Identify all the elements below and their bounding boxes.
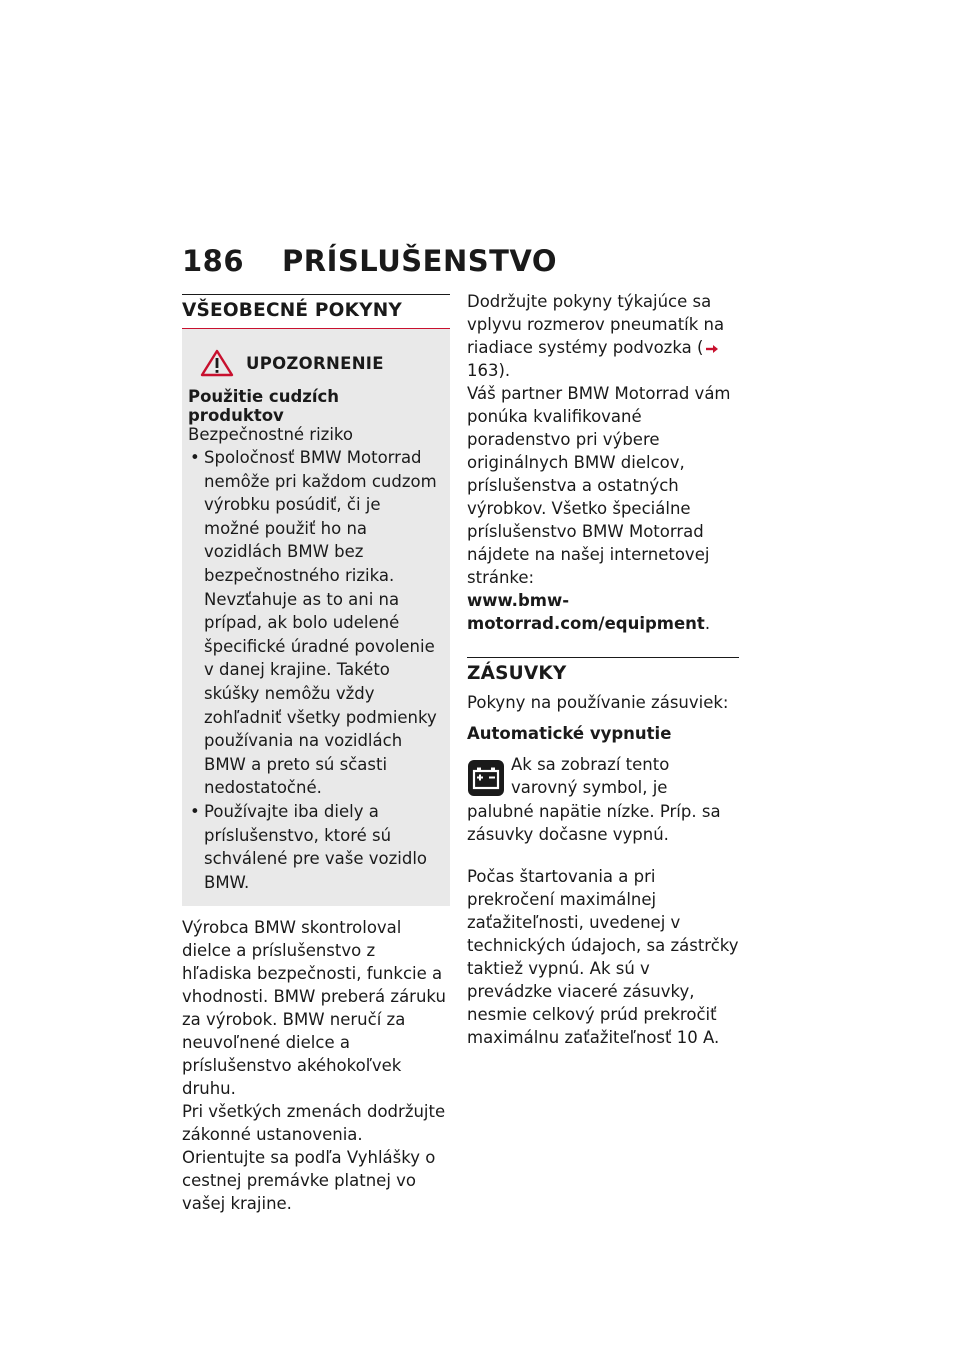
body-paragraph: Počas štartovania a pri prekročení maximálnej zaťažiteľnosti, uvedenej v technických údajoch, sa zástrčky taktiež vypnú. Ak sú v prevádzke viaceré zásuvky, nesmie celkový prúd prekročiť maximálnu zaťažiteľnosť 10 A. bbox=[467, 866, 739, 1047]
list-item: • Spoločnosť BMW Motorrad nemôže pri každom cudzom výrobku posúdiť, či je možné použiť ho na vozidlách BMW bez bezpečnostného rizika. Nevzťahuje as to ani na prípad, ak bolo udelené špecifické úradné povolenie v danej krajine. Takéto skúšky nemôžu vždy zohľadniť všetky podmienky používania na vozidlách BMW a preto sú sčasti nedostatočné. bbox=[188, 446, 438, 800]
warning-header bbox=[188, 349, 438, 377]
left-column bbox=[182, 294, 450, 1215]
section-title-general: VŠEOBECNÉ POKYNY bbox=[182, 300, 402, 321]
body-paragraph: Pri všetkých zmenách dodržujte zákonné ustanovenia. Orientujte sa podľa Vyhlášky o cestnej premávke platnej vo vašej krajine. bbox=[182, 1102, 446, 1214]
text-run: Dodržujte pokyny týkajúce sa vplyvu rozmerov pneumatík na riadiace systémy podvozka ( bbox=[467, 292, 725, 357]
subheading: Automatické vypnutie bbox=[467, 724, 672, 743]
warning-risk: Bezpečnostné riziko bbox=[188, 425, 353, 444]
page-reference-link[interactable]: 163 bbox=[467, 361, 499, 380]
icon-paragraph bbox=[467, 753, 739, 847]
text-run: . bbox=[704, 614, 711, 633]
list-item: • Používajte iba diely a príslušenstvo, ktoré sú schválené pre vaše vozidlo BMW. bbox=[188, 800, 438, 894]
body-paragraph bbox=[467, 290, 739, 382]
icon-paragraph-text: Ak sa zobrazí tento varovný symbol, je palubné napätie nízke. Príp. sa zásuvky dočasne vypnú. bbox=[467, 755, 721, 845]
arrow-right-icon[interactable] bbox=[705, 344, 719, 354]
text-run: ). bbox=[498, 361, 511, 380]
right-column bbox=[467, 290, 739, 1049]
warning-label: UPOZORNENIE bbox=[246, 353, 384, 373]
body-paragraph: Výrobca BMW skontroloval dielce a príslušenstvo z hľadiska bezpečnosti, funkcie a vhodnosti. BMW preberá záruku za výrobok. BMW neručí za neuvoľnené dielce a príslušenstvo akéhokoľvek druhu. bbox=[182, 918, 446, 1099]
warning-box bbox=[182, 329, 450, 906]
warning-triangle-icon bbox=[200, 349, 234, 377]
web-link-paragraph bbox=[467, 589, 739, 635]
warning-list bbox=[188, 446, 438, 894]
page-header bbox=[182, 244, 557, 278]
body-paragraph: Váš partner BMW Motorrad vám ponúka kvalifikované poradenstvo pri výbere originálnych BMW dielcov, príslušenstva a ostatných výrobkov. Všetko špeciálne príslušenstvo BMW Motorrad nájdete na našej internetovej stránke: bbox=[467, 384, 731, 587]
page-number: 186 bbox=[182, 244, 245, 278]
section-title-sockets: ZÁSUVKY bbox=[467, 663, 567, 684]
web-link[interactable]: www.bmw-motorrad.com/equipment bbox=[467, 591, 705, 633]
battery-warning-icon bbox=[467, 759, 505, 797]
chapter-title: PRÍSLUŠENSTVO bbox=[282, 244, 557, 278]
body-paragraph: Pokyny na používanie zásuviek: bbox=[467, 693, 729, 712]
warning-subtitle: Použitie cudzích produktov bbox=[188, 387, 340, 425]
